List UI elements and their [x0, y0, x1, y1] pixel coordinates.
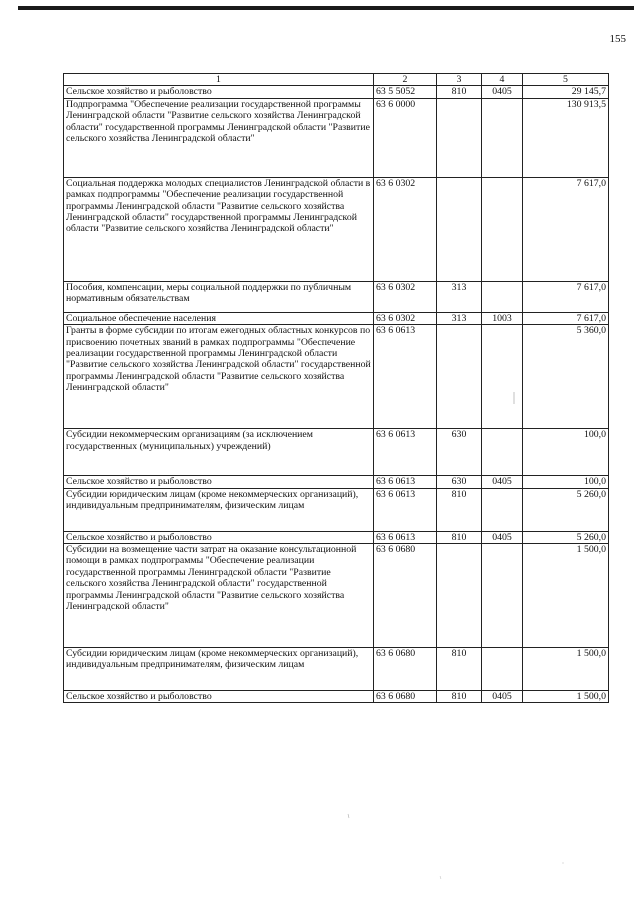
row-section [482, 98, 523, 177]
row-expense-type: 630 [437, 476, 482, 488]
row-name: Сельское хозяйство и рыболовство [64, 476, 374, 488]
row-target-code: 63 6 0680 [374, 648, 437, 691]
row-target-code: 63 6 0680 [374, 544, 437, 648]
row-name: Субсидии некоммерческим организациям (за исключением государственных (муниципальных) учреждений) [64, 429, 374, 476]
table-row [64, 325, 609, 429]
row-target-code: 63 6 0613 [374, 325, 437, 429]
column-number-2: 2 [374, 74, 437, 86]
row-expense-type: 313 [437, 281, 482, 312]
row-section: 0405 [482, 531, 523, 543]
row-expense-type [437, 177, 482, 281]
row-expense-type: 810 [437, 691, 482, 703]
row-section: 0405 [482, 86, 523, 98]
row-target-code: 63 6 0302 [374, 177, 437, 281]
row-section [482, 325, 523, 429]
table-row [64, 86, 609, 98]
row-expense-type: 630 [437, 429, 482, 476]
row-target-code: 63 6 0680 [374, 691, 437, 703]
budget-table [63, 73, 609, 703]
row-name: Сельское хозяйство и рыболовство [64, 531, 374, 543]
column-number-5: 5 [523, 74, 609, 86]
row-name: Сельское хозяйство и рыболовство [64, 86, 374, 98]
row-name: Субсидии юридическим лицам (кроме некоммерческих организаций), индивидуальным предпринимателям, физическим лицам [64, 488, 374, 531]
row-expense-type: 810 [437, 86, 482, 98]
row-name: Социальное обеспечение населения [64, 312, 374, 324]
row-expense-type: 810 [437, 648, 482, 691]
row-amount: 7 617,0 [523, 177, 609, 281]
row-amount: 29 145,7 [523, 86, 609, 98]
table-row [64, 691, 609, 703]
row-section [482, 488, 523, 531]
row-amount: 1 500,0 [523, 691, 609, 703]
table-row [64, 98, 609, 177]
row-section [482, 648, 523, 691]
row-name: Социальная поддержка молодых специалистов Ленинградской области в рамках подпрограммы "Обеспечение реализации государственной программы Ленинградской области "Развитие сельского хозяйства Ленинградской области" государственной программы Ленинградской области "Развитие сельского хозяйства Ленинградской области" [64, 177, 374, 281]
row-expense-type: 810 [437, 488, 482, 531]
table-row [64, 177, 609, 281]
row-target-code: 63 6 0302 [374, 312, 437, 324]
row-section [482, 429, 523, 476]
table-row [64, 429, 609, 476]
table-row [64, 488, 609, 531]
row-target-code: 63 6 0613 [374, 531, 437, 543]
row-amount: 100,0 [523, 476, 609, 488]
row-target-code: 63 6 0613 [374, 429, 437, 476]
row-expense-type [437, 544, 482, 648]
row-name: Пособия, компенсации, меры социальной поддержки по публичным нормативным обязательствам [64, 281, 374, 312]
row-name: Подпрограмма "Обеспечение реализации государственной программы Ленинградской области "Развитие сельского хозяйства Ленинградской области" государственной программы Ленинградской области "Развитие сельского хозяйства Ленинградской области" [64, 98, 374, 177]
row-amount: 7 617,0 [523, 281, 609, 312]
row-expense-type [437, 325, 482, 429]
row-expense-type: 313 [437, 312, 482, 324]
row-section: 0405 [482, 476, 523, 488]
row-amount: 1 500,0 [523, 648, 609, 691]
row-name: Субсидии на возмещение части затрат на оказание консультационной помощи в рамках подпрограммы "Обеспечение реализации государственной программы Ленинградской области "Развитие сельского хозяйства Ленинградской области" государственной программы Ленинградской области "Развитие сельского хозяйства Ленинградской области" [64, 544, 374, 648]
row-amount: 5 260,0 [523, 488, 609, 531]
column-number-1: 1 [64, 74, 374, 86]
row-section: 0405 [482, 691, 523, 703]
row-expense-type: 810 [437, 531, 482, 543]
row-amount: 5 360,0 [523, 325, 609, 429]
column-number-row [64, 74, 609, 86]
table-row [64, 531, 609, 543]
scan-speck [440, 876, 441, 879]
row-target-code: 63 6 0613 [374, 476, 437, 488]
table-row [64, 544, 609, 648]
row-target-code: 63 5 5052 [374, 86, 437, 98]
row-target-code: 63 6 0613 [374, 488, 437, 531]
column-number-4: 4 [482, 74, 523, 86]
table-row [64, 648, 609, 691]
row-section [482, 544, 523, 648]
row-amount: 5 260,0 [523, 531, 609, 543]
page-number: 155 [609, 33, 626, 45]
table-row [64, 281, 609, 312]
scan-speck [348, 814, 349, 818]
column-number-3: 3 [437, 74, 482, 86]
row-name: Гранты в форме субсидии по итогам ежегодных областных конкурсов по присвоению почетных званий в рамках подпрограммы "Обеспечение реализации государственной программы Ленинградской области "Развитие сельского хозяйства Ленинградской области" государственной программы Ленинградской области "Развитие сельского хозяйства Ленинградской области" [64, 325, 374, 429]
row-amount: 7 617,0 [523, 312, 609, 324]
row-target-code: 63 6 0302 [374, 281, 437, 312]
row-amount: 1 500,0 [523, 544, 609, 648]
table-row [64, 476, 609, 488]
row-section [482, 281, 523, 312]
row-amount: 100,0 [523, 429, 609, 476]
row-name: Субсидии юридическим лицам (кроме некоммерческих организаций), индивидуальным предпринимателям, физическим лицам [64, 648, 374, 691]
row-name: Сельское хозяйство и рыболовство [64, 691, 374, 703]
row-section [482, 177, 523, 281]
row-target-code: 63 6 0000 [374, 98, 437, 177]
row-expense-type [437, 98, 482, 177]
table-row [64, 312, 609, 324]
row-amount: 130 913,5 [523, 98, 609, 177]
scan-top-edge [18, 6, 634, 10]
row-section: 1003 [482, 312, 523, 324]
